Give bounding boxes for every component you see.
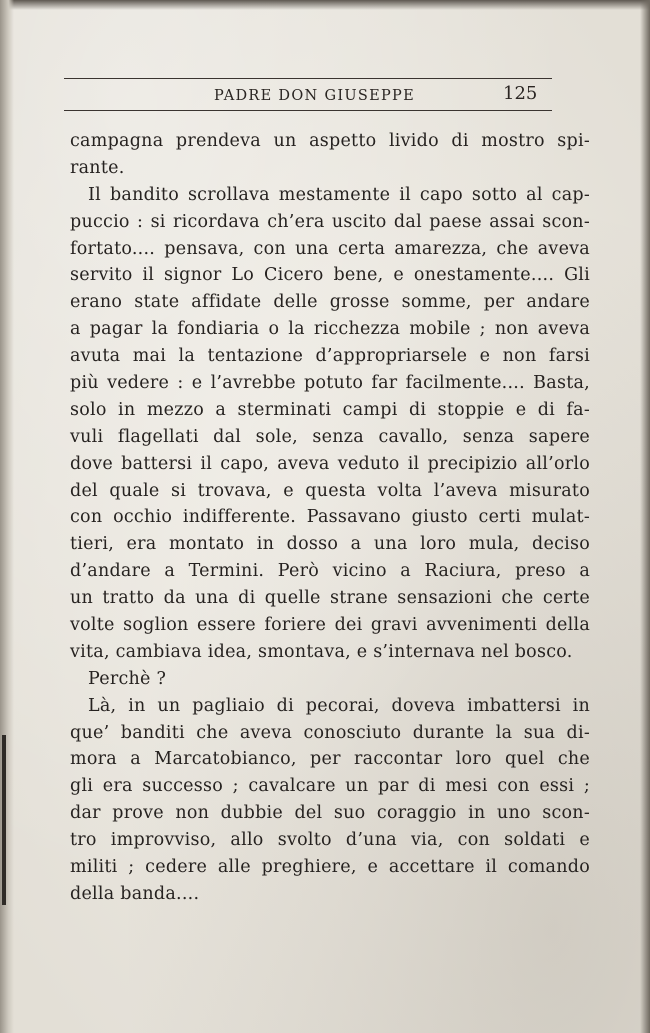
text-line: un tratto da una di quelle strane sensazioni che certe: [70, 588, 590, 609]
text-line: fortato.... pensava, con una certa amarezza, che aveva: [70, 238, 590, 259]
text-line: con occhio indifferente. Passavano giusto certi mulat-: [70, 507, 590, 528]
text-line: erano state affidate delle grosse somme, per andare: [70, 292, 590, 313]
text-line: più vedere : e l’avrebbe potuto far facilmente.... Basta,: [70, 373, 590, 394]
text-line: que’ banditi che aveva conosciuto durante la sua di-: [70, 722, 590, 743]
text-line: vita, cambiava idea, smontava, e s’internava nel bosco.: [70, 641, 573, 662]
text-line: campagna prendeva un aspetto livido di mostro spi-: [70, 131, 590, 151]
running-title: PADRE DON GIUSEPPE: [214, 88, 415, 104]
text-line: d’andare a Termini. Però vicino a Raciura, preso a: [70, 561, 590, 582]
text-line: dar prove non dubbie del suo coraggio in uno scon-: [70, 803, 590, 824]
text-line: tieri, era montato in dosso a una loro mula, deciso: [70, 534, 590, 555]
page-right-shadow: [640, 0, 650, 1033]
header-rule-bottom: [64, 110, 552, 111]
text-line: puccio : si ricordava ch’era uscito dal paese assai scon-: [70, 211, 590, 232]
text-line: Il bandito scrollava mestamente il capo sotto al cap-: [88, 184, 590, 205]
text-line: gli era successo ; cavalcare un par di mesi con essi ;: [70, 776, 590, 797]
text-line: del quale si trovava, e questa volta l’aveva misurato: [70, 480, 590, 501]
text-line: a pagar la fondiaria o la ricchezza mobile ; non aveva: [70, 319, 590, 340]
page-top-shadow: [0, 0, 650, 10]
text-line: militi ; cedere alle preghiere, e accettare il comando: [70, 857, 590, 878]
text-line: servito il signor Lo Cicero bene, e onestamente.... Gli: [70, 265, 590, 286]
text-line: Là, in un pagliaio di pecorai, doveva imbattersi in: [88, 695, 590, 716]
text-line: rante.: [70, 157, 125, 178]
text-line: della banda....: [70, 883, 200, 904]
header-rule-top: [64, 78, 552, 79]
text-line: mora a Marcatobianco, per raccontar loro quel che: [70, 749, 590, 770]
body-text: [70, 128, 590, 908]
text-line: volte soglion essere foriere dei gravi avvenimenti della: [70, 615, 590, 636]
text-line: vuli flagellati dal sole, senza cavallo, senza sapere: [70, 426, 590, 447]
text-line: avuta mai la tentazione d’appropriarsele e non farsi: [70, 346, 590, 367]
page-number: 125: [503, 83, 538, 104]
text-line: tro improvviso, allo svolto d’una via, con soldati e: [70, 830, 590, 851]
binding-mark: [2, 735, 6, 905]
text-line: solo in mezzo a sterminati campi di stoppie e di fa-: [70, 399, 590, 420]
text-line: dove battersi il capo, aveva veduto il precipizio all’orlo: [70, 453, 590, 474]
text-line: Perchè ?: [88, 668, 167, 689]
